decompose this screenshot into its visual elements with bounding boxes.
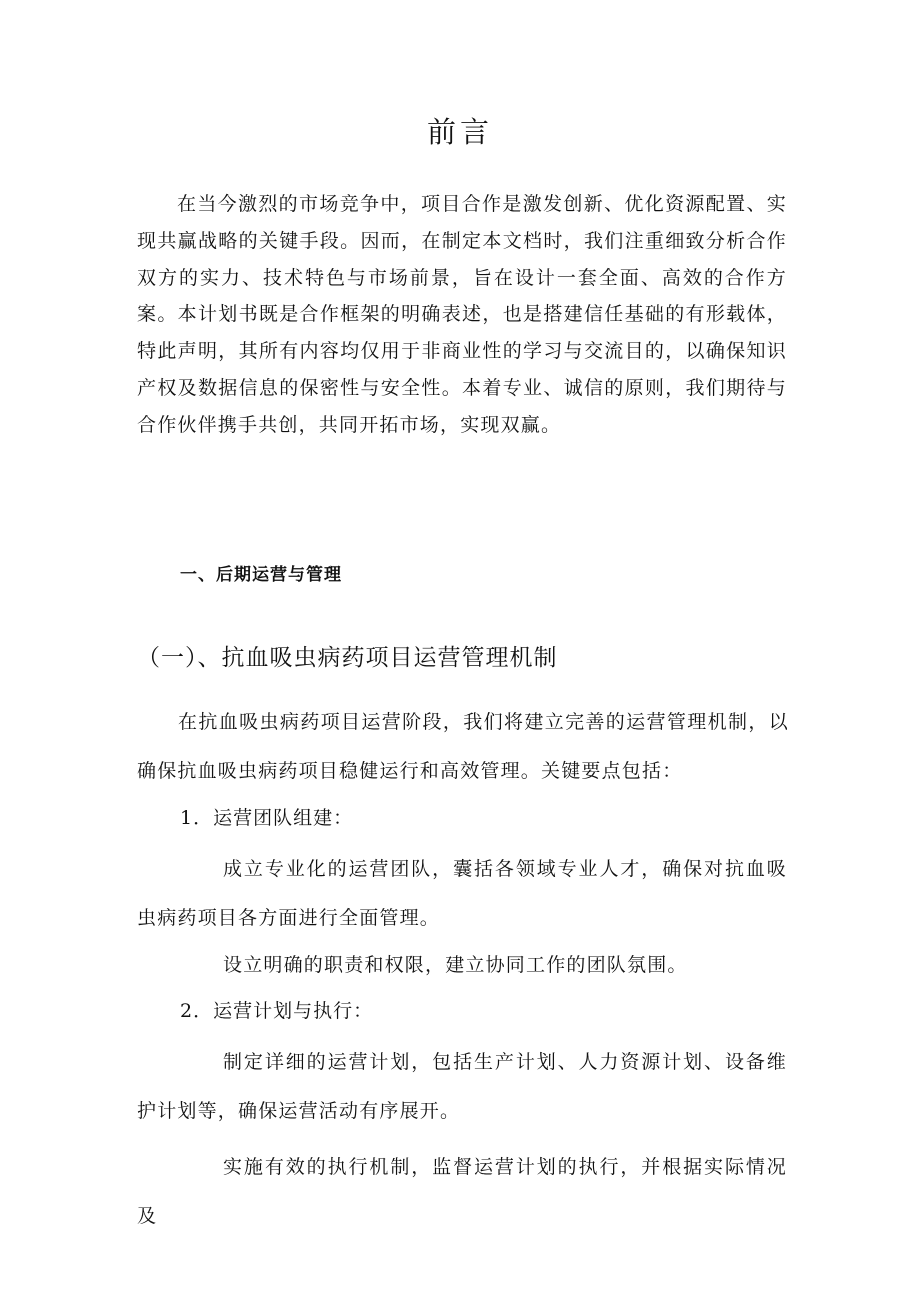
preface-title: 前言 bbox=[426, 115, 493, 149]
item-label: 2．运营计划与执行： bbox=[180, 1000, 374, 1022]
item-detail: 成立专业化的运营团队，囊括各领域专业人才，确保对抗血吸虫病药项目各方面进行全面管理。 bbox=[137, 858, 787, 929]
preface-body: 在当今激烈的市场竞争中，项目合作是激发创新、优化资源配置、实现共赢战略的关键手段。因而，在制定本文档时，我们注重细致分析合作双方的实力、技术特色与市场前景，旨在设计一套全面、高效的合作方案。本计划书既是合作框架的明确表述，也是搭建信任基础的有形载体，特此声明，其所有内容均仅用于非商业性的学习与交流目的，以确保知识产权及数据信息的保密性与安全性。本着专业、诚信的原则，我们期待与合作伙伴携手共创，共同开拓市场，实现双赢。 bbox=[137, 193, 787, 436]
item-detail: 实施有效的执行机制，监督运营计划的执行，并根据实际情况及 bbox=[137, 1156, 787, 1227]
section-heading: 一、后期运营与管理 bbox=[180, 565, 342, 585]
item-detail: 设立明确的职责和权限，建立协同工作的团队氛围。 bbox=[223, 954, 688, 976]
item-detail: 制定详细的运营计划，包括生产计划、人力资源计划、设备维护计划等，确保运营活动有序展开。 bbox=[137, 1051, 787, 1122]
subsection-intro: 在抗血吸虫病药项目运营阶段，我们将建立完善的运营管理机制，以确保抗血吸虫病药项目稳健运行和高效管理。关键要点包括： bbox=[137, 711, 789, 782]
subsection-heading: （一）、抗血吸虫病药项目运营管理机制 bbox=[137, 645, 558, 671]
item-label: 1．运营团队组建： bbox=[180, 807, 354, 829]
